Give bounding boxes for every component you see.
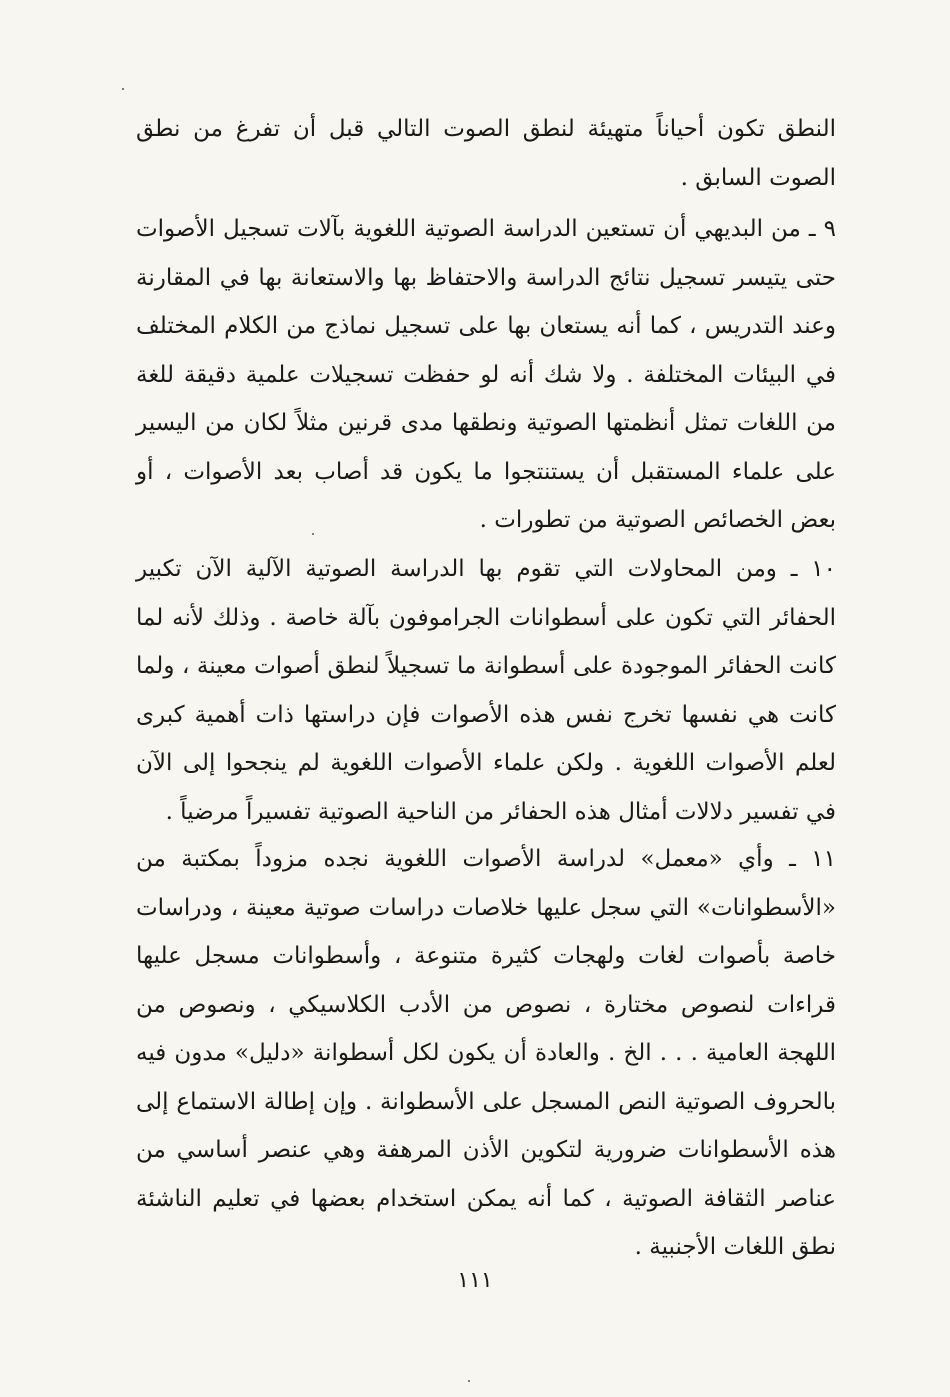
scan-speck (468, 1380, 470, 1382)
paragraph-text: ١٠ ـ ومن المحاولات التي تقوم بها الدراسة الصوتية الآلية الآن تكبير الحفائر التي تكون على أسطوانات الجراموفون بآلة خاصة . وذلك لأنه لما كانت الحفائر الموجودة على أسطوانة ما تسجيلاً لنطق أصوات معينة ، ولما كانت هي نفسها تخرج نفس هذه الأصوات فإن دراستها ذات أهمية كبرى لعلم الأصوات اللغوية . ولكن علماء الأصوات اللغوية لم ينجحوا إلى الآن في تفسير دلالات أمثال هذه الحفائر من الناحية الصوتية تفسيراً مرضياً . (136, 556, 836, 825)
paragraph-text: ٩ ـ من البديهي أن تستعين الدراسة الصوتية اللغوية بآلات تسجيل الأصوات حتى يتيسر تسجيل نتائج الدراسة والاحتفاظ بها والاستعانة بها في المقارنة وعند التدريس ، كما أنه يستعان بها على تسجيل نماذج من الكلام المختلف في البيئات المختلفة . ولا شك أنه لو حفظت تسجيلات علمية دقيقة للغة من اللغات تمثل أنظمتها الصوتية ونطقها مدى قرنين مثلاً لكان من اليسير على علماء المستقبل أن يستنتجوا ما يكون قد أصاب بعد الأصوات ، أو بعض الخصائص الصوتية من تطورات . (136, 216, 836, 533)
paragraph-text: النطق تكون أحياناً متهيئة لنطق الصوت التالي قبل أن تفرغ من نطق الصوت السابق . (136, 116, 836, 191)
scan-speck (122, 88, 124, 90)
page-number: ١١١ (457, 1268, 493, 1293)
paragraph-continuation (136, 105, 836, 202)
paragraph-9 (136, 205, 836, 545)
paragraph-10 (136, 545, 836, 836)
paragraph-11 (136, 835, 836, 1272)
paragraph-text: ١١ ـ وأي «معمل» لدراسة الأصوات اللغوية نجده مزوداً بمكتبة من «الأسطوانات» التي سجل عليها خلاصات دراسات صوتية معينة ، ودراسات خاصة بأصوات لغات ولهجات كثيرة متنوعة ، وأسطوانات مسجل عليها قراءات لنصوص مختارة ، نصوص من الأدب الكلاسيكي ، ونصوص من اللهجة العامية . . . الخ . والعادة أن يكون لكل أسطوانة «دليل» مدون فيه بالحروف الصوتية النص المسجل على الأسطوانة . وإن إطالة الاستماع إلى هذه الأسطوانات ضرورية لتكوين الأذن المرهفة وهي عنصر أساسي من عناصر الثقافة الصوتية ، كما أنه يمكن استخدام بعضها في تعليم الناشئة نطق اللغات الأجنبية . (136, 846, 836, 1260)
